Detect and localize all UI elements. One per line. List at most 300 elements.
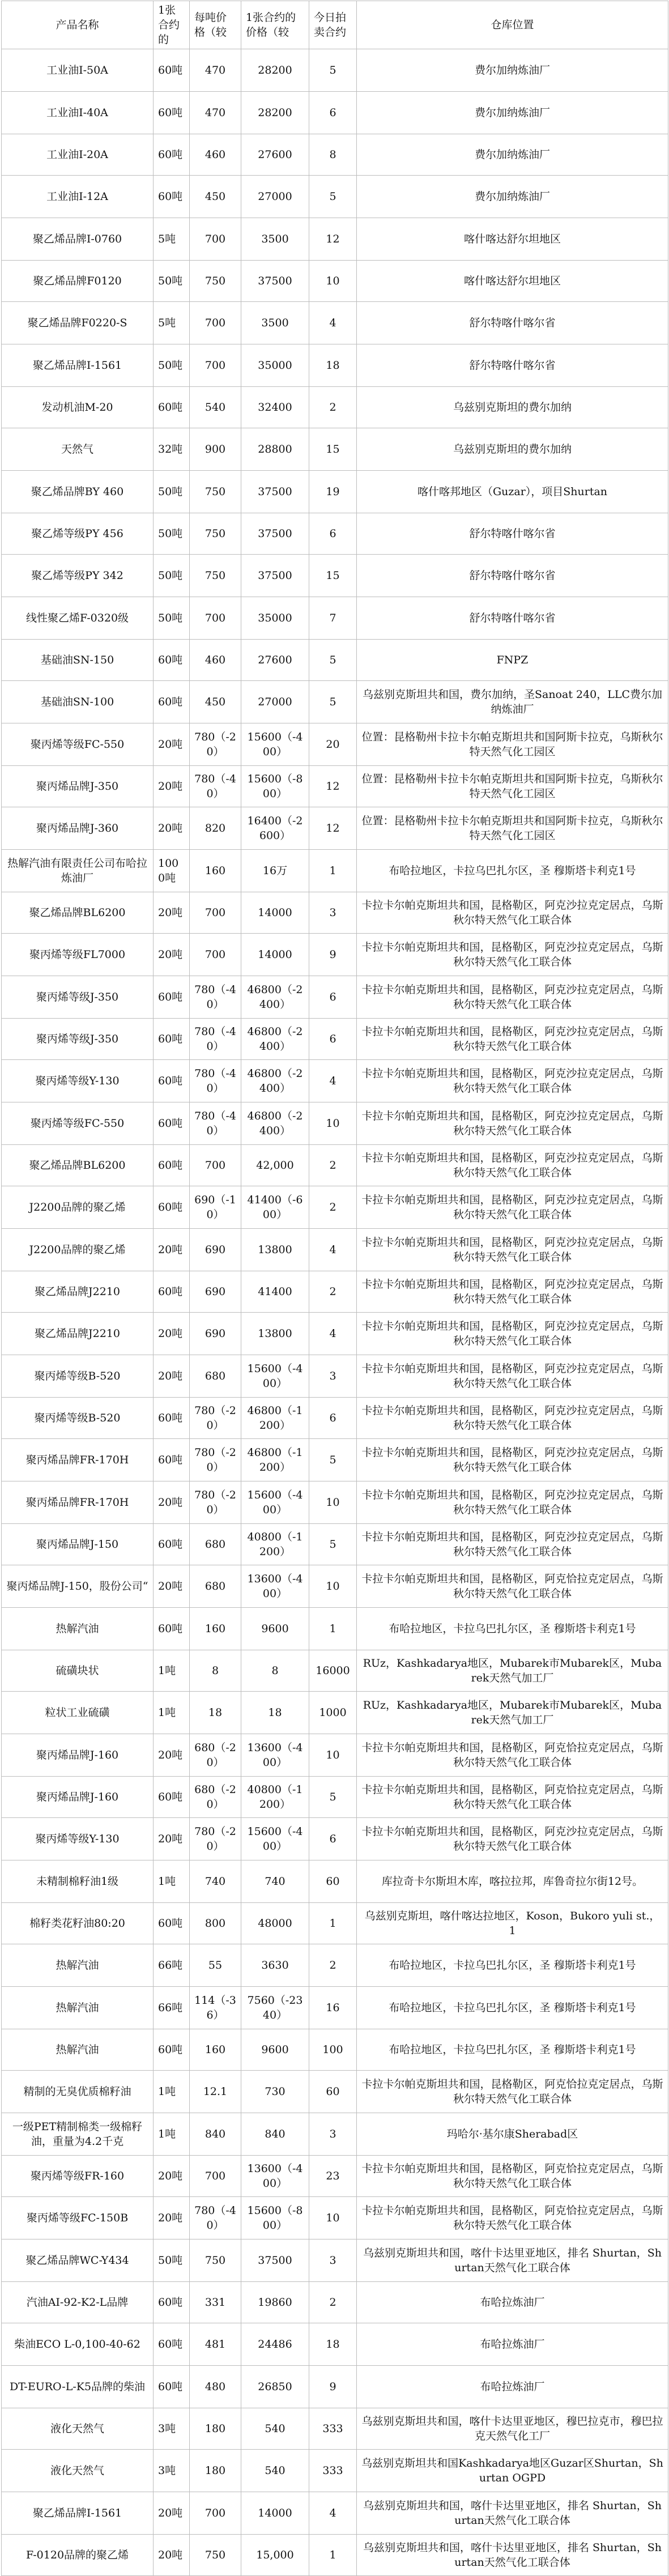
- warehouse-location-cell: 乌兹别克斯坦共和国，喀什卡达里亚地区，穆巴拉克市，穆巴拉克天然气化工厂: [357, 2408, 668, 2450]
- contract-term-cell: 60吨: [154, 1777, 190, 1818]
- table-row: [2, 49, 668, 92]
- price-per-ton-cell: 470: [190, 49, 241, 92]
- price-per-ton-cell: 750: [190, 2535, 241, 2576]
- contract-price-cell: 13600（-400）: [241, 2156, 309, 2197]
- contract-price-cell: 41400（-600）: [241, 1186, 309, 1229]
- contract-term-cell: 60吨: [154, 176, 190, 218]
- warehouse-location-cell: 乌兹别克斯坦，喀什喀达拉地区，Koson，Bukoro yuli st.，1: [357, 1903, 668, 1944]
- contract-price-cell: 18: [241, 1692, 309, 1734]
- warehouse-location-cell: 乌兹别克斯坦共和国Kashkadarya地区Guzar区Shurtan，Shurtan OGPD: [357, 2450, 668, 2492]
- today-count-cell: 15: [309, 555, 357, 597]
- table-row: [2, 1102, 668, 1145]
- product-name-cell: 聚乙烯品牌BY 460: [2, 471, 154, 513]
- table-row: [2, 850, 668, 892]
- product-name-cell: 工业油I-12A: [2, 176, 154, 218]
- price-per-ton-cell: 690（-10）: [190, 1186, 241, 1229]
- contract-price-cell: 28200: [241, 92, 309, 134]
- table-row: [2, 1818, 668, 1860]
- price-per-ton-cell: 680（-20）: [190, 1734, 241, 1777]
- contract-term-cell: 60吨: [154, 1102, 190, 1145]
- table-row: [2, 2113, 668, 2156]
- product-name-cell: 聚乙烯品牌I-1561: [2, 2492, 154, 2535]
- product-name-cell: 聚乙烯品牌WC-Y434: [2, 2239, 154, 2282]
- product-name-cell: 硫磺块状: [2, 1650, 154, 1692]
- warehouse-location-cell: 布哈拉地区，卡拉乌巴扎尔区，圣 穆斯塔卡利克1号: [357, 1944, 668, 1987]
- price-per-ton-cell: 750: [190, 471, 241, 513]
- price-per-ton-cell: 680（-20）: [190, 1777, 241, 1818]
- warehouse-location-cell: 卡拉卡尔帕克斯坦共和国，昆格勒区，阿克沙拉克定居点，乌斯秋尔特天然气化工联合体: [357, 1145, 668, 1186]
- today-count-cell: 100: [309, 2029, 357, 2071]
- warehouse-location-cell: 位置：昆格勒州卡拉卡尔帕克斯坦共和国阿斯卡拉克，乌斯秋尔特天然气化工园区: [357, 807, 668, 850]
- contract-price-cell: 28800: [241, 428, 309, 471]
- price-per-ton-cell: 780（-20）: [190, 723, 241, 766]
- today-count-cell: 9: [309, 934, 357, 976]
- product-name-cell: 聚乙烯品牌BL6200: [2, 1145, 154, 1186]
- price-per-ton-cell: 450: [190, 176, 241, 218]
- price-per-ton-cell: 690: [190, 1271, 241, 1313]
- today-count-cell: 5: [309, 1439, 357, 1481]
- contract-term-cell: 20吨: [154, 2156, 190, 2197]
- product-name-cell: 工业油I-20A: [2, 134, 154, 176]
- contract-price-cell: 27600: [241, 134, 309, 176]
- warehouse-location-cell: 舒尔特喀什喀尔省: [357, 344, 668, 387]
- product-name-cell: 工业油I-40A: [2, 92, 154, 134]
- warehouse-location-cell: 费尔加纳炼油厂: [357, 176, 668, 218]
- price-per-ton-cell: 750: [190, 2239, 241, 2282]
- contract-price-cell: 8: [241, 1650, 309, 1692]
- today-count-cell: 12: [309, 218, 357, 261]
- contract-term-cell: 1吨: [154, 2071, 190, 2113]
- price-per-ton-cell: 700: [190, 892, 241, 934]
- contract-term-cell: 66吨: [154, 1944, 190, 1987]
- price-per-ton-cell: 460: [190, 134, 241, 176]
- warehouse-location-cell: 卡拉卡尔帕克斯坦共和国，昆格勒区，阿克沙拉克定居点，乌斯秋尔特天然气化工联合体: [357, 1019, 668, 1060]
- table-row: [2, 681, 668, 723]
- contract-term-cell: 1000吨: [154, 850, 190, 892]
- contract-term-cell: 20吨: [154, 934, 190, 976]
- table-row: [2, 1355, 668, 1398]
- warehouse-location-cell: 卡拉卡尔帕克斯坦共和国，昆格勒区，阿克沙拉克定居点，乌斯秋尔特天然气化工联合体: [357, 1818, 668, 1860]
- warehouse-location-cell: 乌兹别克斯坦共和国，喀什卡达里亚地区，排名 Shurtan，Shurtan天然气化工联合体: [357, 2239, 668, 2282]
- contract-term-cell: 50吨: [154, 471, 190, 513]
- contract-price-cell: 28200: [241, 49, 309, 92]
- table-row: [2, 1734, 668, 1777]
- contract-term-cell: 50吨: [154, 513, 190, 555]
- contract-term-cell: 60吨: [154, 976, 190, 1019]
- warehouse-location-cell: 舒尔特喀什喀尔省: [357, 513, 668, 555]
- table-row: [2, 1313, 668, 1355]
- product-name-cell: 汽油AI-92-K2-L品牌: [2, 2282, 154, 2323]
- warehouse-location-cell: 喀什喀邦地区（Guzar），项目Shurtan: [357, 471, 668, 513]
- warehouse-location-cell: 布哈拉炼油厂: [357, 2282, 668, 2323]
- today-count-cell: 8: [309, 134, 357, 176]
- price-per-ton-cell: 114（-36）: [190, 1987, 241, 2029]
- product-name-cell: 聚丙烯品牌J-150，股份公司“: [2, 1565, 154, 1608]
- contract-price-cell: 37500: [241, 555, 309, 597]
- product-name-cell: 聚乙烯品牌J2210: [2, 1271, 154, 1313]
- table-row: [2, 1692, 668, 1734]
- warehouse-location-cell: 卡拉卡尔帕克斯坦共和国，昆格勒区，阿克沙拉克定居点，乌斯秋尔特天然气化工联合体: [357, 1102, 668, 1145]
- price-per-ton-cell: 750: [190, 555, 241, 597]
- contract-term-cell: 20吨: [154, 807, 190, 850]
- contract-price-cell: 35000: [241, 344, 309, 387]
- price-per-ton-cell: 331: [190, 2282, 241, 2323]
- today-count-cell: 333: [309, 2450, 357, 2492]
- product-name-cell: J2200品牌的聚乙烯: [2, 1186, 154, 1229]
- today-count-cell: 2: [309, 1271, 357, 1313]
- price-per-ton-cell: 750: [190, 513, 241, 555]
- contract-term-cell: 60吨: [154, 92, 190, 134]
- today-count-cell: 3: [309, 1355, 357, 1398]
- table-row: [2, 2323, 668, 2366]
- price-per-ton-cell: 780（-40）: [190, 1019, 241, 1060]
- price-per-ton-cell: 780（-20）: [190, 1398, 241, 1439]
- table-row: [2, 2071, 668, 2113]
- price-per-ton-cell: 450: [190, 681, 241, 723]
- today-count-cell: 4: [309, 2492, 357, 2535]
- table-row: [2, 766, 668, 807]
- price-per-ton-cell: 780（-20）: [190, 1818, 241, 1860]
- table-row: [2, 92, 668, 134]
- warehouse-location-cell: RUz，Kashkadarya地区，Mubarek市Mubarek区，Mubarek天然气加工厂: [357, 1692, 668, 1734]
- header-contract-price: 1张合约的价格（较: [241, 1, 309, 49]
- table-row: [2, 1777, 668, 1818]
- today-count-cell: 18: [309, 2323, 357, 2366]
- table-row: [2, 640, 668, 681]
- price-per-ton-cell: 180: [190, 2408, 241, 2450]
- product-name-cell: 聚丙烯品牌FR-170H: [2, 1481, 154, 1524]
- contract-term-cell: 60吨: [154, 1186, 190, 1229]
- product-name-cell: 液化天然气: [2, 2408, 154, 2450]
- warehouse-location-cell: 乌兹别克斯坦共和国，喀什卡达里亚地区，排名 Shurtan，Shurtan天然气化工联合体: [357, 2535, 668, 2576]
- warehouse-location-cell: 布哈拉炼油厂: [357, 2366, 668, 2408]
- product-name-cell: 热解汽油: [2, 2029, 154, 2071]
- price-per-ton-cell: 700: [190, 218, 241, 261]
- contract-term-cell: 20吨: [154, 2535, 190, 2576]
- table-row: [2, 261, 668, 302]
- contract-price-cell: 740: [241, 1860, 309, 1903]
- product-name-cell: 天然气: [2, 428, 154, 471]
- table-row: [2, 1481, 668, 1524]
- table-row: [2, 723, 668, 766]
- contract-term-cell: 1吨: [154, 1860, 190, 1903]
- contract-price-cell: 46800（-2400）: [241, 1102, 309, 1145]
- contract-price-cell: 42,000: [241, 1145, 309, 1186]
- contract-price-cell: 27000: [241, 681, 309, 723]
- table-row: [2, 302, 668, 344]
- contract-price-cell: 730: [241, 2071, 309, 2113]
- contract-price-cell: 540: [241, 2408, 309, 2450]
- contract-term-cell: 60吨: [154, 681, 190, 723]
- product-name-cell: 聚乙烯品牌F0120: [2, 261, 154, 302]
- contract-term-cell: 60吨: [154, 134, 190, 176]
- contract-price-cell: 32400: [241, 387, 309, 428]
- today-count-cell: 6: [309, 1398, 357, 1439]
- contract-price-cell: 37500: [241, 471, 309, 513]
- today-count-cell: 1: [309, 1608, 357, 1650]
- today-count-cell: 6: [309, 1019, 357, 1060]
- product-name-cell: 基础油SN-100: [2, 681, 154, 723]
- table-row: [2, 1860, 668, 1903]
- contract-term-cell: 20吨: [154, 2197, 190, 2239]
- contract-term-cell: 20吨: [154, 1734, 190, 1777]
- warehouse-location-cell: 卡拉卡尔帕克斯坦共和国，昆格勒区，阿克恰拉克定居点，乌斯秋尔特天然气化工联合体: [357, 1565, 668, 1608]
- price-per-ton-cell: 780（-40）: [190, 2197, 241, 2239]
- warehouse-location-cell: 玛哈尔·基尔康Sherabad区: [357, 2113, 668, 2156]
- warehouse-location-cell: 卡拉卡尔帕克斯坦共和国，昆格勒区，阿克沙拉克定居点，乌斯秋尔特天然气化工联合体: [357, 976, 668, 1019]
- warehouse-location-cell: 乌兹别克斯坦的费尔加纳: [357, 428, 668, 471]
- price-per-ton-cell: 800: [190, 1903, 241, 1944]
- today-count-cell: 19: [309, 471, 357, 513]
- header-price-per-ton: 每吨价格（较: [190, 1, 241, 49]
- contract-price-cell: 37500: [241, 261, 309, 302]
- warehouse-location-cell: 卡拉卡尔帕克斯坦共和国，昆格勒区，阿克沙拉克定居点，乌斯秋尔特天然气化工联合体: [357, 892, 668, 934]
- contract-price-cell: 13800: [241, 1313, 309, 1355]
- product-name-cell: 热解汽油: [2, 1608, 154, 1650]
- price-per-ton-cell: 470: [190, 92, 241, 134]
- warehouse-location-cell: 布哈拉地区，卡拉乌巴扎尔区，圣 穆斯塔卡利克1号: [357, 1987, 668, 2029]
- contract-price-cell: 15600（-400）: [241, 723, 309, 766]
- contract-term-cell: 60吨: [154, 1524, 190, 1565]
- contract-term-cell: 50吨: [154, 597, 190, 640]
- contract-term-cell: 60吨: [154, 49, 190, 92]
- warehouse-location-cell: 卡拉卡尔帕克斯坦共和国，昆格勒区，阿克恰拉克定居点，乌斯秋尔特天然气化工联合体: [357, 1734, 668, 1777]
- today-count-cell: 2: [309, 1944, 357, 1987]
- price-per-ton-cell: 680: [190, 1524, 241, 1565]
- contract-price-cell: 15,000: [241, 2535, 309, 2576]
- contract-price-cell: 46800（-1200）: [241, 1439, 309, 1481]
- contract-term-cell: 60吨: [154, 387, 190, 428]
- price-per-ton-cell: 160: [190, 850, 241, 892]
- table-row: [2, 807, 668, 850]
- contract-price-cell: 37500: [241, 2239, 309, 2282]
- contract-term-cell: 32吨: [154, 428, 190, 471]
- today-count-cell: 20: [309, 723, 357, 766]
- product-name-cell: 聚乙烯等级PY 456: [2, 513, 154, 555]
- table-row: [2, 387, 668, 428]
- today-count-cell: 4: [309, 1313, 357, 1355]
- contract-price-cell: 14000: [241, 2492, 309, 2535]
- contract-term-cell: 60吨: [154, 1439, 190, 1481]
- today-count-cell: 5: [309, 1777, 357, 1818]
- price-per-ton-cell: 18: [190, 1692, 241, 1734]
- today-count-cell: 7: [309, 597, 357, 640]
- product-name-cell: 聚丙烯等级B-520: [2, 1398, 154, 1439]
- contract-term-cell: 20吨: [154, 1229, 190, 1271]
- table-row: [2, 1650, 668, 1692]
- contract-price-cell: 40800（-1200）: [241, 1524, 309, 1565]
- price-per-ton-cell: 700: [190, 2492, 241, 2535]
- contract-term-cell: 50吨: [154, 555, 190, 597]
- price-per-ton-cell: 700: [190, 1145, 241, 1186]
- table-row: [2, 218, 668, 261]
- today-count-cell: 1: [309, 2535, 357, 2576]
- product-name-cell: 聚丙烯品牌J-160: [2, 1777, 154, 1818]
- product-name-cell: DT-EURO-L-K5品牌的柴油: [2, 2366, 154, 2408]
- warehouse-location-cell: 布哈拉地区，卡拉乌巴扎尔区，圣 穆斯塔卡利克1号: [357, 850, 668, 892]
- warehouse-location-cell: 卡拉卡尔帕克斯坦共和国，昆格勒区，阿克恰拉克定居点，乌斯秋尔特天然气化工联合体: [357, 2071, 668, 2113]
- today-count-cell: 18: [309, 344, 357, 387]
- product-name-cell: 热解汽油有限责任公司布哈拉炼油厂: [2, 850, 154, 892]
- today-count-cell: 5: [309, 640, 357, 681]
- contract-price-cell: 15600（-400）: [241, 1481, 309, 1524]
- price-per-ton-cell: 840: [190, 2113, 241, 2156]
- contract-price-cell: 27000: [241, 176, 309, 218]
- today-count-cell: 16: [309, 1987, 357, 2029]
- today-count-cell: 10: [309, 1102, 357, 1145]
- table-row: [2, 2408, 668, 2450]
- table-row: [2, 428, 668, 471]
- table-row: [2, 2535, 668, 2576]
- price-per-ton-cell: 480: [190, 2366, 241, 2408]
- today-count-cell: 3: [309, 892, 357, 934]
- contract-term-cell: 20吨: [154, 892, 190, 934]
- product-name-cell: 一级PET精制棉类一级棉籽油，重量为4.2千克: [2, 2113, 154, 2156]
- product-name-cell: 发动机油M-20: [2, 387, 154, 428]
- warehouse-location-cell: 乌兹别克斯坦共和国，费尔加纳，圣Sanoat 240，LLC费尔加纳炼油厂: [357, 681, 668, 723]
- header-product-name: 产品名称: [2, 1, 154, 49]
- contract-term-cell: 5吨: [154, 218, 190, 261]
- table-row: [2, 1903, 668, 1944]
- contract-price-cell: 15600（-800）: [241, 766, 309, 807]
- price-per-ton-cell: 460: [190, 640, 241, 681]
- product-name-cell: 聚丙烯等级FL7000: [2, 934, 154, 976]
- contract-price-cell: 46800（-2400）: [241, 1019, 309, 1060]
- contract-term-cell: 60吨: [154, 2282, 190, 2323]
- table-row: [2, 1565, 668, 1608]
- product-name-cell: 基础油SN-150: [2, 640, 154, 681]
- header-contract-term: 1张合约的: [154, 1, 190, 49]
- today-count-cell: 2: [309, 387, 357, 428]
- warehouse-location-cell: 卡拉卡尔帕克斯坦共和国，昆格勒区，阿克沙拉克定居点，乌斯秋尔特天然气化工联合体: [357, 1398, 668, 1439]
- contract-price-cell: 14000: [241, 934, 309, 976]
- table-row: [2, 176, 668, 218]
- table-row: [2, 2197, 668, 2239]
- table-row: [2, 2366, 668, 2408]
- product-name-cell: 聚丙烯品牌J-360: [2, 807, 154, 850]
- price-per-ton-cell: 780（-20）: [190, 1439, 241, 1481]
- contract-term-cell: 5吨: [154, 302, 190, 344]
- table-row: [2, 1524, 668, 1565]
- contract-term-cell: 60吨: [154, 1398, 190, 1439]
- contract-price-cell: 24486: [241, 2323, 309, 2366]
- price-per-ton-cell: 780（-40）: [190, 766, 241, 807]
- today-count-cell: 16000: [309, 1650, 357, 1692]
- contract-price-cell: 48000: [241, 1903, 309, 1944]
- contract-price-cell: 7560（-2340）: [241, 1987, 309, 2029]
- contract-term-cell: 20吨: [154, 1565, 190, 1608]
- contract-term-cell: 20吨: [154, 723, 190, 766]
- today-count-cell: 333: [309, 2408, 357, 2450]
- product-name-cell: 聚乙烯品牌J2210: [2, 1313, 154, 1355]
- contract-price-cell: 13600（-400）: [241, 1734, 309, 1777]
- warehouse-location-cell: 库拉奇卡尔斯坦木库，喀拉拉邦，库鲁奇拉尔街12号。: [357, 1860, 668, 1903]
- today-count-cell: 12: [309, 807, 357, 850]
- contract-term-cell: 60吨: [154, 2029, 190, 2071]
- contract-price-cell: 840: [241, 2113, 309, 2156]
- contract-term-cell: 60吨: [154, 1903, 190, 1944]
- contract-price-cell: 40800（-1200）: [241, 1777, 309, 1818]
- today-count-cell: 1: [309, 1903, 357, 1944]
- warehouse-location-cell: 喀什喀达舒尔坦地区: [357, 261, 668, 302]
- contract-term-cell: 20吨: [154, 1313, 190, 1355]
- table-row: [2, 1186, 668, 1229]
- table-row: [2, 1019, 668, 1060]
- today-count-cell: 60: [309, 2071, 357, 2113]
- contract-term-cell: 60吨: [154, 1060, 190, 1102]
- contract-price-cell: 35000: [241, 597, 309, 640]
- product-name-cell: J2200品牌的聚乙烯: [2, 1229, 154, 1271]
- warehouse-location-cell: 费尔加纳炼油厂: [357, 49, 668, 92]
- price-per-ton-cell: 750: [190, 261, 241, 302]
- contract-price-cell: 16万: [241, 850, 309, 892]
- today-count-cell: 6: [309, 92, 357, 134]
- contract-price-cell: 9600: [241, 2029, 309, 2071]
- contract-term-cell: 50吨: [154, 261, 190, 302]
- warehouse-location-cell: FNPZ: [357, 640, 668, 681]
- product-name-cell: 聚丙烯等级Y-130: [2, 1818, 154, 1860]
- price-per-ton-cell: 8: [190, 1650, 241, 1692]
- table-row: [2, 344, 668, 387]
- table-row: [2, 2239, 668, 2282]
- price-per-ton-cell: 700: [190, 2156, 241, 2197]
- price-per-ton-cell: 900: [190, 428, 241, 471]
- warehouse-location-cell: 布哈拉地区，卡拉乌巴扎尔区，圣 穆斯塔卡利克1号: [357, 1608, 668, 1650]
- today-count-cell: 2: [309, 2282, 357, 2323]
- contract-price-cell: 9600: [241, 1608, 309, 1650]
- today-count-cell: 10: [309, 1481, 357, 1524]
- today-count-cell: 6: [309, 513, 357, 555]
- table-row: [2, 1060, 668, 1102]
- today-count-cell: 15: [309, 428, 357, 471]
- table-row: [2, 976, 668, 1019]
- table-row: [2, 2282, 668, 2323]
- warehouse-location-cell: 卡拉卡尔帕克斯坦共和国，昆格勒区，阿克沙拉克定居点，乌斯秋尔特天然气化工联合体: [357, 1186, 668, 1229]
- product-name-cell: 聚丙烯品牌FR-170H: [2, 1439, 154, 1481]
- product-name-cell: 聚乙烯品牌F0220-S: [2, 302, 154, 344]
- contract-term-cell: 60吨: [154, 2366, 190, 2408]
- product-name-cell: 聚丙烯品牌J-350: [2, 766, 154, 807]
- table-row: [2, 2029, 668, 2071]
- contract-term-cell: 60吨: [154, 2323, 190, 2366]
- today-count-cell: 1: [309, 850, 357, 892]
- price-per-ton-cell: 700: [190, 597, 241, 640]
- product-name-cell: 热解汽油: [2, 1944, 154, 1987]
- contract-price-cell: 3500: [241, 218, 309, 261]
- price-per-ton-cell: 780（-40）: [190, 976, 241, 1019]
- today-count-cell: 5: [309, 49, 357, 92]
- warehouse-location-cell: 布哈拉地区，卡拉乌巴扎尔区，圣 穆斯塔卡利克1号: [357, 2029, 668, 2071]
- table-row: [2, 1944, 668, 1987]
- warehouse-location-cell: 卡拉卡尔帕克斯坦共和国，昆格勒区，阿克沙拉克定居点，乌斯秋尔特天然气化工联合体: [357, 1229, 668, 1271]
- table-row: [2, 892, 668, 934]
- warehouse-location-cell: 卡拉卡尔帕克斯坦共和国，昆格勒区，阿克沙拉克定居点，乌斯秋尔特天然气化工联合体: [357, 1060, 668, 1102]
- product-name-cell: 工业油I-50A: [2, 49, 154, 92]
- warehouse-location-cell: 舒尔特喀什喀尔省: [357, 597, 668, 640]
- contract-term-cell: 20吨: [154, 2492, 190, 2535]
- auction-table: [1, 1, 668, 2576]
- warehouse-location-cell: 乌兹别克斯坦的费尔加纳: [357, 387, 668, 428]
- table-row: [2, 513, 668, 555]
- product-name-cell: 聚丙烯品牌J-150: [2, 1524, 154, 1565]
- contract-term-cell: 3吨: [154, 2408, 190, 2450]
- table-row: [2, 2450, 668, 2492]
- warehouse-location-cell: 卡拉卡尔帕克斯坦共和国，昆格勒区，阿克恰拉克定居点，乌斯秋尔特天然气化工联合体: [357, 2197, 668, 2239]
- today-count-cell: 2: [309, 1186, 357, 1229]
- contract-price-cell: 540: [241, 2450, 309, 2492]
- price-per-ton-cell: 160: [190, 1608, 241, 1650]
- price-per-ton-cell: 780（-20）: [190, 1481, 241, 1524]
